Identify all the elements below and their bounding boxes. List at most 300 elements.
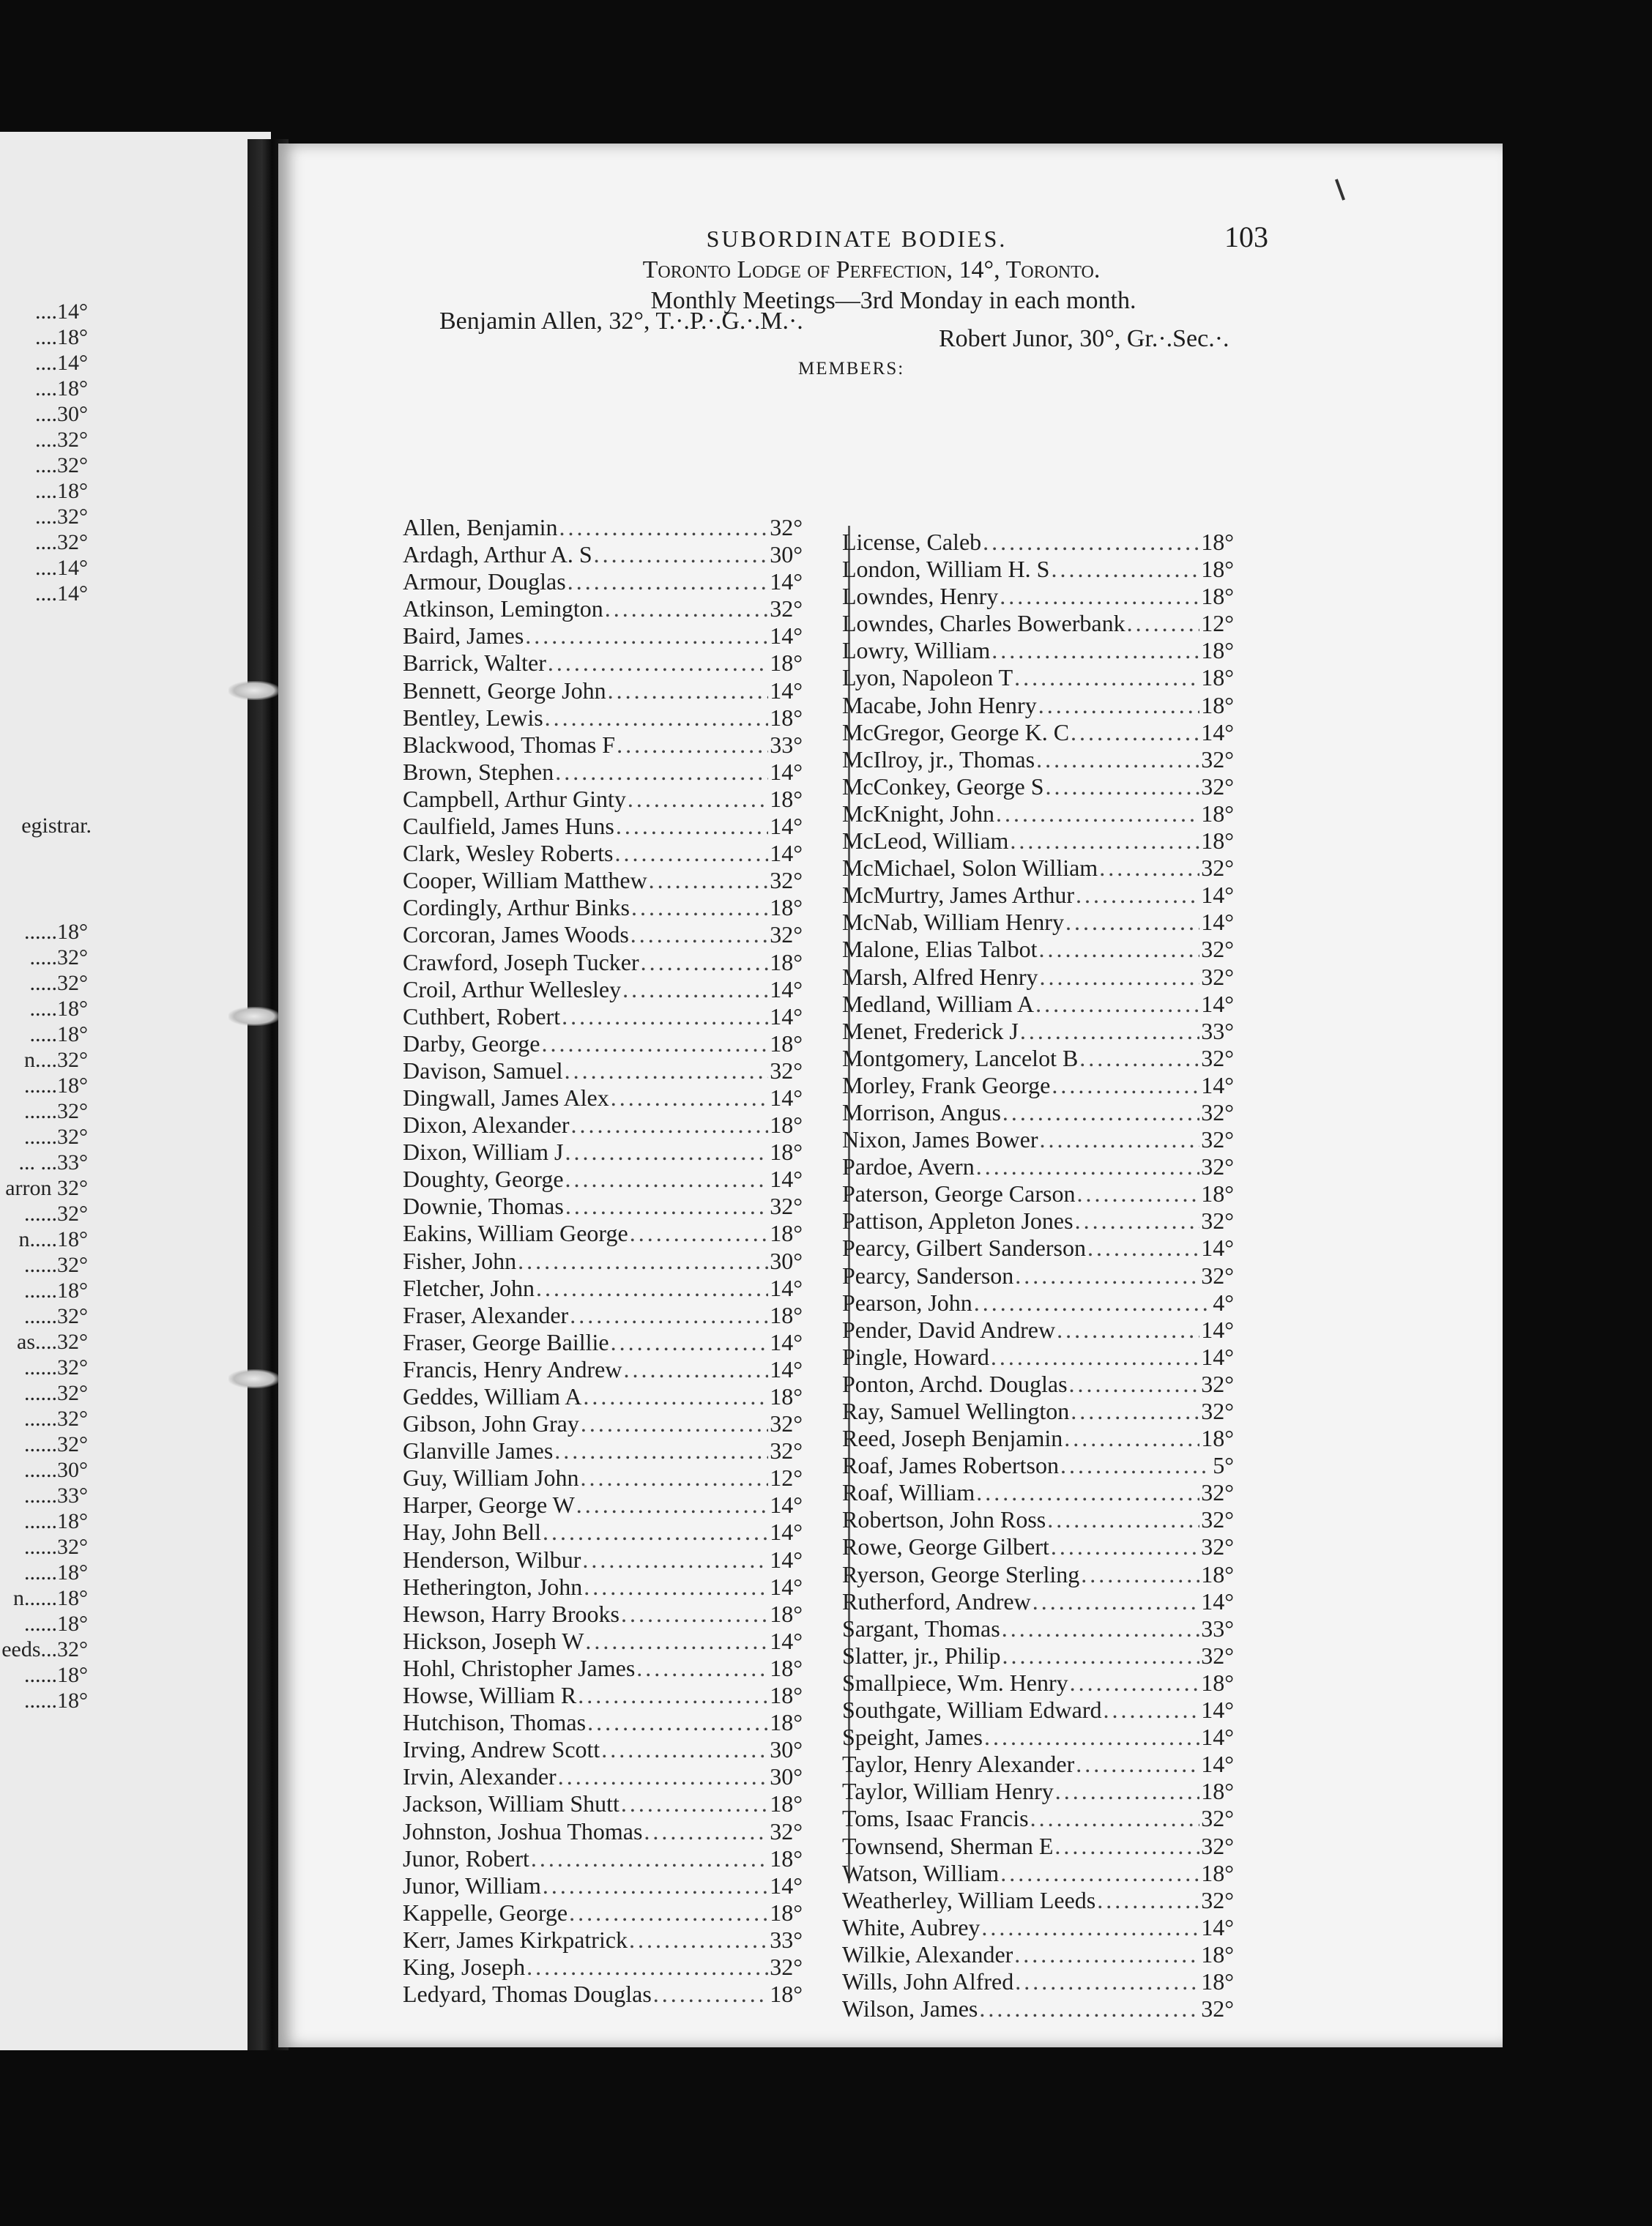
member-row — [403, 1899, 803, 1927]
member-row — [403, 1872, 803, 1899]
member-row — [842, 692, 1234, 719]
member-name: Lyon, Napoleon T — [842, 664, 1013, 691]
dot-leader — [630, 921, 768, 948]
member-degree: 18° — [770, 1301, 803, 1328]
dot-leader — [628, 786, 768, 813]
member-degree: 32° — [1201, 1262, 1234, 1289]
member-row — [403, 1845, 803, 1872]
dot-leader — [991, 1344, 1199, 1371]
dot-leader — [1081, 1561, 1199, 1588]
member-row — [403, 1628, 803, 1655]
member-name: McKnight, John — [842, 800, 994, 827]
left-page-text-fragment: ......30° — [24, 1458, 88, 1482]
member-degree: 14° — [770, 1002, 803, 1030]
dot-leader — [1071, 1398, 1199, 1425]
dot-leader — [1076, 1751, 1199, 1778]
member-degree: 32° — [770, 1953, 803, 1980]
member-row — [403, 1166, 803, 1193]
dot-leader — [1054, 1833, 1199, 1860]
member-name: Slatter, jr., Philip — [842, 1642, 1001, 1669]
dot-leader — [641, 949, 769, 976]
member-name: Wilkie, Alexander — [842, 1940, 1013, 1968]
member-degree: 14° — [770, 622, 803, 649]
member-degree: 18° — [1201, 1180, 1234, 1207]
member-name: Dixon, William J — [403, 1139, 564, 1166]
members-column-right — [842, 529, 1234, 2022]
member-degree: 32° — [1201, 773, 1234, 800]
member-name: Sargant, Thomas — [842, 1615, 1000, 1642]
member-name: Brown, Stephen — [403, 758, 554, 785]
member-degree: 18° — [1201, 1669, 1234, 1696]
member-name: Barrick, Walter — [403, 649, 546, 677]
member-row — [842, 637, 1234, 664]
member-row — [403, 1220, 803, 1247]
member-name: Darby, George — [403, 1030, 540, 1057]
left-page-text-fragment: ......32° — [24, 1125, 88, 1149]
member-name: Kappelle, George — [403, 1899, 568, 1926]
dot-leader — [543, 1519, 768, 1546]
member-row — [842, 583, 1234, 610]
member-degree: 32° — [1201, 963, 1234, 990]
member-degree: 14° — [1201, 882, 1234, 909]
left-page-text-fragment: ......18° — [24, 1560, 88, 1585]
member-degree: 32° — [770, 514, 803, 540]
member-degree: 18° — [770, 948, 803, 975]
dot-leader — [569, 1899, 768, 1927]
member-degree: 14° — [1201, 1343, 1234, 1370]
dot-leader — [649, 867, 769, 894]
dot-leader — [543, 1872, 768, 1899]
member-name: Bennett, George John — [403, 677, 606, 704]
member-name: Southgate, William Edward — [842, 1697, 1102, 1724]
member-degree: 14° — [770, 1084, 803, 1111]
member-name: Wilson, James — [842, 1995, 978, 2022]
member-name: Caulfield, James Huns — [403, 813, 614, 840]
member-name: London, William H. S — [842, 556, 1050, 583]
member-row — [842, 529, 1234, 556]
member-row — [403, 1546, 803, 1574]
member-row — [842, 719, 1234, 746]
member-row — [842, 1914, 1234, 1941]
member-row — [403, 1954, 803, 1981]
member-degree: 30° — [770, 541, 803, 568]
member-name: Crawford, Joseph Tucker — [403, 948, 639, 975]
member-row — [842, 1833, 1234, 1860]
member-name: Glanville James — [403, 1437, 554, 1464]
member-degree: 14° — [1201, 1724, 1234, 1751]
dot-leader — [1020, 1018, 1199, 1045]
dot-leader — [1097, 1887, 1199, 1914]
dot-leader — [1069, 1371, 1200, 1398]
member-degree: 18° — [770, 1112, 803, 1139]
left-page-text-fragment: ......32° — [24, 1535, 88, 1559]
member-row — [403, 1410, 803, 1437]
member-name: McConkey, George S — [842, 773, 1044, 800]
member-row — [842, 1561, 1234, 1588]
dot-leader — [1104, 1697, 1200, 1724]
member-name: Paterson, George Carson — [842, 1180, 1076, 1207]
left-page-text-fragment: ......18° — [24, 1689, 88, 1713]
dot-leader — [562, 1003, 768, 1030]
member-row — [403, 1927, 803, 1954]
dot-leader — [1015, 1262, 1199, 1289]
member-name: Morley, Frank George — [842, 1071, 1051, 1098]
member-row — [403, 1248, 803, 1275]
dot-leader — [594, 541, 769, 568]
member-row — [403, 1437, 803, 1464]
member-degree: 33° — [1201, 1615, 1234, 1642]
member-degree: 32° — [1201, 1398, 1234, 1424]
member-row — [403, 1601, 803, 1628]
member-row — [403, 1464, 803, 1492]
member-degree: 14° — [1201, 1316, 1234, 1343]
dot-leader — [621, 1601, 768, 1628]
member-row — [842, 1968, 1234, 1995]
dot-leader — [1071, 719, 1199, 746]
dot-leader — [1038, 936, 1199, 963]
dot-leader — [531, 1845, 768, 1872]
member-name: Morrison, Angus — [842, 1098, 1001, 1125]
dot-leader — [536, 1275, 768, 1302]
member-degree: 18° — [770, 1790, 803, 1817]
member-name: Pearcy, Sanderson — [842, 1262, 1014, 1289]
member-row — [403, 1193, 803, 1220]
member-row — [842, 1207, 1234, 1235]
member-row — [403, 1763, 803, 1790]
member-row — [403, 1790, 803, 1817]
dot-leader — [581, 1410, 768, 1437]
left-page-text-fragment: ....18° — [35, 376, 88, 401]
dot-leader — [1000, 583, 1199, 610]
member-row — [842, 746, 1234, 773]
left-page-text-fragment: .....32° — [29, 971, 88, 995]
member-name: Jackson, William Shutt — [403, 1790, 620, 1817]
member-name: Marsh, Alfred Henry — [842, 963, 1038, 990]
left-page-text-fragment: eeds...32° — [1, 1637, 88, 1661]
dot-leader — [984, 1724, 1199, 1751]
dot-leader — [559, 514, 769, 541]
member-name: Ray, Samuel Wellington — [842, 1398, 1070, 1424]
left-page-text-fragment: ......18° — [24, 1073, 88, 1098]
page-number: 103 — [1224, 220, 1268, 253]
member-name: Corcoran, James Woods — [403, 921, 629, 948]
dot-leader — [611, 1084, 768, 1112]
member-row — [842, 610, 1234, 637]
member-name: Gibson, John Gray — [403, 1410, 579, 1437]
dot-leader — [1002, 1642, 1200, 1670]
member-row — [842, 1398, 1234, 1425]
dot-leader — [614, 840, 768, 867]
dot-leader — [629, 1927, 768, 1954]
member-row — [842, 1371, 1234, 1398]
member-name: Henderson, Wilbur — [403, 1546, 581, 1573]
member-row — [842, 991, 1234, 1018]
member-name: Atkinson, Lemington — [403, 595, 603, 622]
member-name: Fletcher, John — [403, 1274, 535, 1301]
lodge-title: Toronto Lodge of Perfection, 14°, Toronto. — [642, 256, 1101, 283]
left-page-text-fragment: .....18° — [29, 997, 88, 1021]
dot-leader — [976, 1153, 1200, 1180]
member-row — [842, 1479, 1234, 1506]
member-name: Fraser, Alexander — [403, 1301, 569, 1328]
member-name: Watson, William — [842, 1859, 1000, 1886]
member-row — [842, 800, 1234, 827]
member-name: Toms, Isaac Francis — [842, 1805, 1029, 1832]
member-degree: 18° — [1201, 1859, 1234, 1886]
binding-stitch — [228, 681, 280, 700]
left-page-text-fragment: ....14° — [35, 351, 88, 375]
member-row — [842, 1588, 1234, 1615]
dot-leader — [583, 1383, 768, 1410]
member-degree: 4° — [1213, 1289, 1234, 1316]
member-name: McMichael, Solon William — [842, 855, 1098, 882]
member-row — [842, 664, 1234, 691]
member-degree: 32° — [1201, 1832, 1234, 1859]
member-name: Croil, Arthur Wellesley — [403, 975, 622, 1002]
member-degree: 32° — [1201, 1533, 1234, 1560]
member-degree: 14° — [1201, 1913, 1234, 1940]
member-name: Hetherington, John — [403, 1573, 583, 1600]
member-row — [403, 949, 803, 976]
member-row — [403, 921, 803, 948]
member-row — [842, 1126, 1234, 1153]
member-name: Pender, David Andrew — [842, 1316, 1056, 1343]
member-name: Pingle, Howard — [842, 1343, 989, 1370]
member-row — [403, 1655, 803, 1682]
left-page-text-fragment: ......18° — [24, 1509, 88, 1533]
dot-leader — [1064, 1425, 1199, 1452]
member-row — [403, 1057, 803, 1084]
left-page-text-fragment: ......32° — [24, 1432, 88, 1456]
member-row — [403, 1356, 803, 1383]
member-degree: 18° — [770, 894, 803, 921]
member-row — [403, 813, 803, 840]
member-name: Macabe, John Henry — [842, 691, 1037, 718]
member-degree: 14° — [770, 1355, 803, 1382]
member-degree: 18° — [770, 1139, 803, 1166]
member-degree: 32° — [770, 921, 803, 948]
member-degree: 12° — [1201, 610, 1234, 637]
dot-leader — [981, 1914, 1199, 1941]
member-name: White, Aubrey — [842, 1913, 981, 1940]
dot-leader — [605, 595, 768, 622]
member-degree: 14° — [770, 677, 803, 704]
member-row — [403, 976, 803, 1003]
left-page-text-fragment: ....32° — [35, 453, 88, 477]
dot-leader — [622, 976, 768, 1003]
member-degree: 32° — [770, 867, 803, 894]
dot-leader — [1035, 991, 1199, 1018]
member-degree: 32° — [1201, 1153, 1234, 1180]
dot-leader — [1040, 1126, 1200, 1153]
dot-leader — [611, 1329, 769, 1356]
dot-leader — [584, 1574, 768, 1601]
dot-leader — [565, 1193, 768, 1220]
member-name: Doughty, George — [403, 1166, 564, 1193]
dot-leader — [991, 637, 1199, 664]
dot-leader — [587, 1709, 768, 1736]
member-name: Cordingly, Arthur Binks — [403, 894, 630, 921]
member-row — [842, 1262, 1234, 1289]
member-name: Reed, Joseph Benjamin — [842, 1425, 1063, 1452]
member-row — [403, 759, 803, 786]
member-row — [842, 1452, 1234, 1479]
dot-leader — [621, 1790, 768, 1817]
member-name: Irvin, Alexander — [403, 1763, 557, 1790]
member-degree: 18° — [1201, 691, 1234, 718]
member-degree: 14° — [1201, 1235, 1234, 1262]
member-degree: 18° — [770, 1981, 803, 2008]
dot-leader — [1039, 964, 1199, 991]
dot-leader — [1000, 1860, 1199, 1887]
dot-leader — [1036, 746, 1199, 773]
member-name: Lowndes, Henry — [842, 583, 999, 610]
member-row — [403, 732, 803, 759]
officer-presiding: Benjamin Allen, 32°, T.·.P.·.G.·.M.·. — [439, 308, 803, 335]
left-page-text-fragment: ......32° — [24, 1381, 88, 1405]
left-page-text-fragment: ......32° — [24, 1407, 88, 1431]
member-degree: 18° — [1201, 1940, 1234, 1968]
member-degree: 32° — [1201, 1886, 1234, 1913]
member-name: Lowry, William — [842, 637, 991, 664]
member-name: Dixon, Alexander — [403, 1112, 570, 1139]
member-row — [842, 936, 1234, 963]
dot-leader — [1076, 882, 1199, 909]
dot-leader — [1055, 1778, 1199, 1805]
member-row — [842, 1099, 1234, 1126]
dot-leader — [1015, 1968, 1199, 1995]
member-name: Pearson, John — [842, 1289, 972, 1316]
member-degree: 30° — [770, 1763, 803, 1790]
member-row — [403, 1302, 803, 1329]
member-row — [842, 1072, 1234, 1099]
member-row — [403, 786, 803, 813]
member-row — [842, 1887, 1234, 1914]
left-page-text-fragment: ....30° — [35, 402, 88, 426]
dot-leader — [1127, 610, 1200, 637]
left-page-text-fragment: ....18° — [35, 325, 88, 349]
member-name: Roaf, William — [842, 1479, 975, 1506]
dot-leader — [616, 813, 768, 840]
member-degree: 18° — [1201, 800, 1234, 827]
dot-leader — [1038, 692, 1200, 719]
member-row — [842, 1425, 1234, 1452]
member-name: Guy, William John — [403, 1464, 579, 1492]
dot-leader — [617, 732, 768, 759]
member-name: Pearcy, Gilbert Sanderson — [842, 1235, 1086, 1262]
member-row — [842, 1995, 1234, 2022]
dot-leader — [565, 1139, 768, 1166]
member-row — [842, 1805, 1234, 1832]
member-row — [403, 1492, 803, 1519]
member-name: Fisher, John — [403, 1247, 517, 1274]
member-name: License, Caleb — [842, 529, 982, 555]
dot-leader — [1046, 773, 1200, 800]
member-degree: 32° — [1201, 1506, 1234, 1533]
member-name: Irving, Andrew Scott — [403, 1736, 600, 1763]
dot-leader — [976, 1479, 1199, 1506]
member-row — [842, 909, 1234, 936]
member-degree: 18° — [1201, 556, 1234, 583]
member-name: Hohl, Christopher James — [403, 1654, 636, 1681]
member-degree: 18° — [1201, 529, 1234, 555]
dot-leader — [576, 1492, 768, 1519]
member-row — [842, 1615, 1234, 1642]
member-row — [403, 1383, 803, 1410]
member-row — [403, 595, 803, 622]
dot-leader — [1060, 1452, 1211, 1479]
dot-leader — [541, 1030, 768, 1057]
member-row — [842, 1506, 1234, 1533]
member-name: Howse, William R — [403, 1682, 577, 1709]
member-row — [403, 1519, 803, 1546]
dot-leader — [1076, 1180, 1199, 1207]
member-name: Wills, John Alfred — [842, 1968, 1014, 1995]
dot-leader — [644, 1818, 768, 1845]
member-name: Medland, William A — [842, 990, 1035, 1017]
member-degree: 14° — [770, 1519, 803, 1546]
left-page-text-fragment: n......18° — [13, 1586, 88, 1610]
member-row — [403, 1275, 803, 1302]
member-degree: 30° — [770, 1736, 803, 1763]
member-name: Ardagh, Arthur A. S — [403, 541, 592, 568]
left-page-text-fragment: ....14° — [35, 581, 88, 606]
member-row — [842, 1153, 1234, 1180]
dot-leader — [1014, 664, 1199, 691]
dot-leader — [653, 1981, 768, 2008]
member-row — [842, 882, 1234, 909]
dot-leader — [585, 1628, 768, 1655]
member-name: Taylor, William Henry — [842, 1778, 1054, 1805]
member-degree: 14° — [770, 1546, 803, 1573]
member-degree: 18° — [770, 1030, 803, 1057]
member-degree: 14° — [1201, 1751, 1234, 1778]
left-page-text-fragment: ....14° — [35, 299, 88, 324]
member-row — [403, 677, 803, 704]
member-name: Speight, James — [842, 1724, 983, 1751]
dot-leader — [1070, 1670, 1200, 1697]
member-row — [403, 1682, 803, 1709]
member-degree: 32° — [1201, 1805, 1234, 1832]
member-row — [842, 1018, 1234, 1045]
member-name: Johnston, Joshua Thomas — [403, 1817, 643, 1845]
member-name: Geddes, William A — [403, 1383, 582, 1410]
member-name: Cuthbert, Robert — [403, 1002, 561, 1030]
dot-leader — [568, 568, 769, 595]
member-name: Kerr, James Kirkpatrick — [403, 1926, 628, 1953]
dot-leader — [565, 1057, 769, 1084]
dot-leader — [1065, 909, 1199, 936]
member-degree: 14° — [1201, 1071, 1234, 1098]
member-name: Campbell, Arthur Ginty — [403, 785, 626, 812]
dot-leader — [570, 1302, 768, 1329]
member-row — [842, 1724, 1234, 1751]
member-degree: 18° — [770, 704, 803, 731]
dot-leader — [1079, 1045, 1199, 1072]
member-row — [842, 1751, 1234, 1778]
member-degree: 18° — [1201, 664, 1234, 691]
member-row — [403, 1139, 803, 1166]
left-page-fragment — [0, 132, 271, 2050]
member-row — [842, 827, 1234, 855]
member-degree: 18° — [770, 1899, 803, 1926]
member-row — [403, 649, 803, 677]
member-name: King, Joseph — [403, 1953, 526, 1980]
dot-leader — [636, 1655, 768, 1682]
dot-leader — [1057, 1317, 1199, 1344]
dot-leader — [554, 1437, 768, 1464]
left-page-text-fragment: ....18° — [35, 479, 88, 503]
